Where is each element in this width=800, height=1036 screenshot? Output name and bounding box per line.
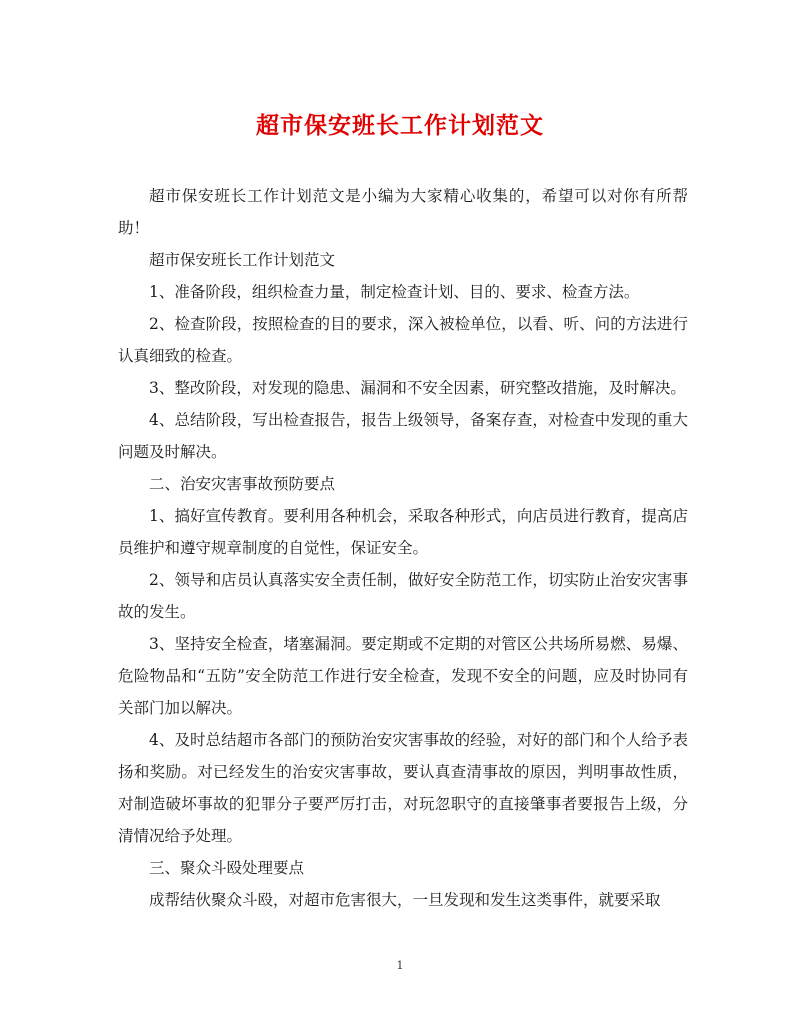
paragraph-step-3: 3、整改阶段，对发现的隐患、漏洞和不安全因素，研究整改措施，及时解决。 <box>149 379 686 397</box>
paragraph-prevention-2: 2、领导和店员认真落实安全责任制，做好安全防范工作，切实防止治安灾害事故的发生。 <box>118 571 688 621</box>
paragraph-prevention-3: 3、坚持安全检查，堵塞漏洞。要定期或不定期的对管区公共场所易燃、易爆、危险物品和“五防”安全防范工作进行安全检查，发现不安全的问题，应及时协同有关部门加以解决。 <box>118 635 688 717</box>
page-number: 1 <box>396 959 404 972</box>
document-title: 超市保安班长工作计划范文 <box>256 112 544 139</box>
paragraph-step-4: 4、总结阶段，写出检查报告，报告上级领导，备案存查，对检查中发现的重大问题及时解决。 <box>118 411 688 461</box>
document-body <box>118 180 688 916</box>
paragraph-intro: 超市保安班长工作计划范文是小编为大家精心收集的，希望可以对你有所帮助！ <box>118 187 688 237</box>
paragraph-fights-1: 成帮结伙聚众斗殴，对超市危害很大，一旦发现和发生这类事件，就要采取 <box>149 891 661 909</box>
paragraph-prevention-4: 4、及时总结超市各部门的预防治安灾害事故的经验，对好的部门和个人给予表扬和奖励。对已经发生的治安灾害事故，要认真查清事故的原因，判明事故性质，对制造破坏事故的犯罪分子要严厉打击，对玩忽职守的直接肇事者要报告上级，分清情况给予处理。 <box>118 731 688 845</box>
section-heading-prevention: 二、治安灾害事故预防要点 <box>149 475 336 493</box>
paragraph-prevention-1: 1、搞好宣传教育。要利用各种机会，采取各种形式，向店员进行教育，提高店员维护和遵守规章制度的自觉性，保证安全。 <box>118 507 688 557</box>
paragraph-heading-plan: 超市保安班长工作计划范文 <box>149 251 336 269</box>
section-heading-fights: 三、聚众斗殴处理要点 <box>149 859 305 877</box>
paragraph-step-2: 2、检查阶段，按照检查的目的要求，深入被检单位，以看、听、问的方法进行认真细致的检查。 <box>118 315 688 365</box>
paragraph-step-1: 1、准备阶段，组织检查力量，制定检查计划、目的、要求、检查方法。 <box>149 283 640 301</box>
